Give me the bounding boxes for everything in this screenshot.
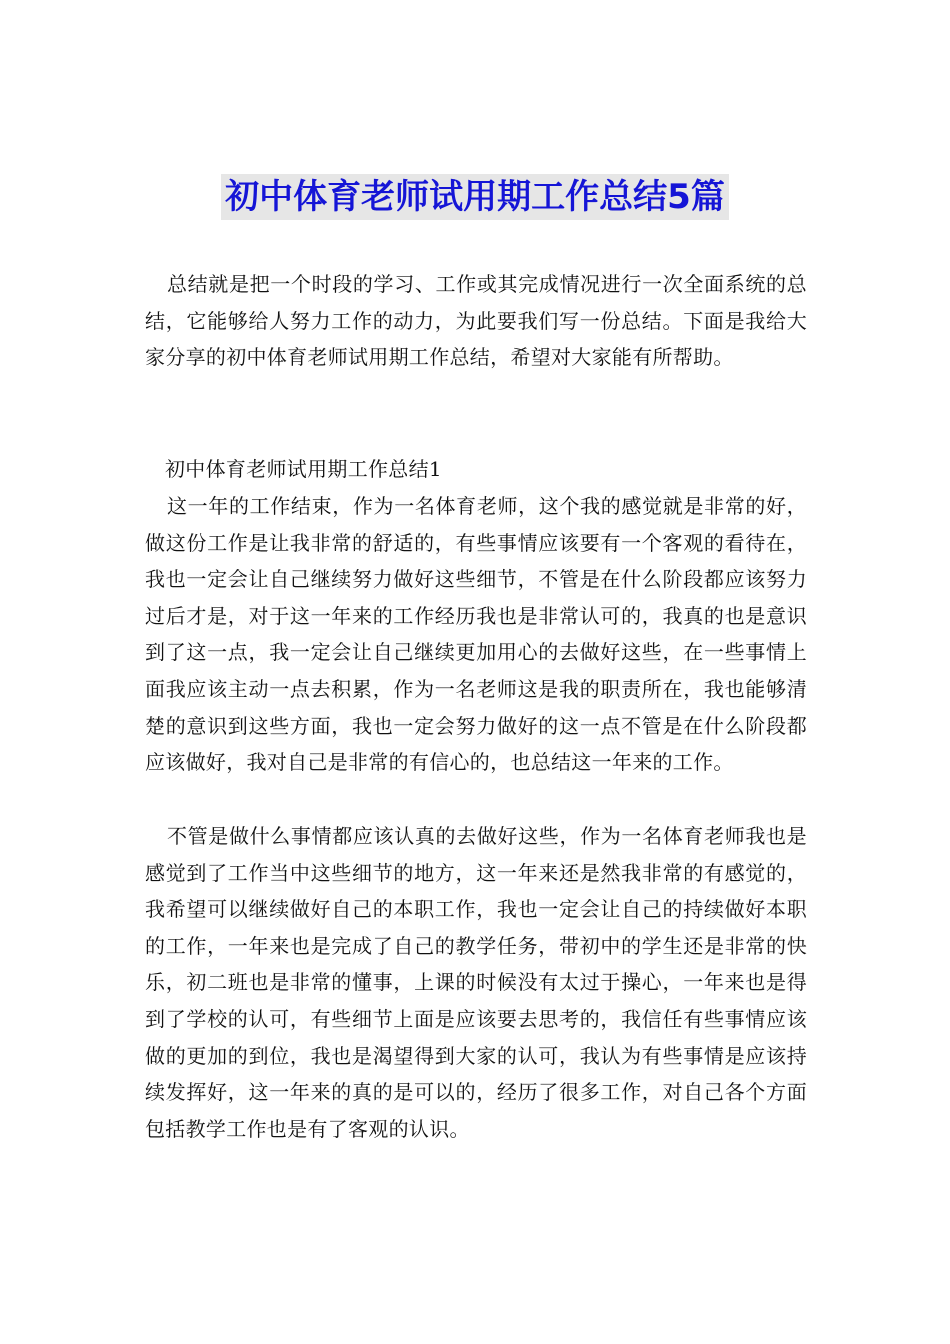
paragraph-2 [145, 818, 807, 1147]
intro-text: 总结就是把一个时段的学习、工作或其完成情况进行一次全面系统的总结，它能够给人努力工作的动力，为此要我们写一份总结。下面是我给大家分享的初中体育老师试用期工作总结，希望对大家能有所帮助。 [145, 272, 807, 370]
section-heading-text: 初中体育老师试用期工作总结1 [165, 457, 442, 481]
title-container [0, 174, 950, 220]
paragraph-1 [145, 488, 807, 781]
page-title: 初中体育老师试用期工作总结5篇 [221, 174, 729, 220]
paragraph-2-text: 不管是做什么事情都应该认真的去做好这些，作为一名体育老师我也是感觉到了工作当中这些细节的地方，这一年来还是然我非常的有感觉的，我希望可以继续做好自己的本职工作，我也一定会让自己的持续做好本职的工作，一年来也是完成了自己的教学任务，带初中的学生还是非常的快乐，初二班也是非常的懂事，上课的时候没有太过于操心，一年来也是得到了学校的认可，有些细节上面是应该要去思考的，我信任有些事情应该做的更加的到位，我也是渴望得到大家的认可，我认为有些事情是应该持续发挥好，这一年来的真的是可以的，经历了很多工作，对自己各个方面包括教学工作也是有了客观的认识。 [145, 824, 807, 1141]
intro-paragraph [145, 266, 807, 376]
paragraph-1-text: 这一年的工作结束，作为一名体育老师，这个我的感觉就是非常的好，做这份工作是让我非常的舒适的，有些事情应该要有一个客观的看待在，我也一定会让自己继续努力做好这些细节，不管是在什么阶段都应该努力过后才是，对于这一年来的工作经历我也是非常认可的，我真的也是意识到了这一点，我一定会让自己继续更加用心的去做好这些，在一些事情上面我应该主动一点去积累，作为一名老师这是我的职责所在，我也能够清楚的意识到这些方面，我也一定会努力做好的这一点不管是在什么阶段都应该做好，我对自己是非常的有信心的，也总结这一年来的工作。 [145, 494, 807, 775]
section-heading [145, 451, 807, 487]
